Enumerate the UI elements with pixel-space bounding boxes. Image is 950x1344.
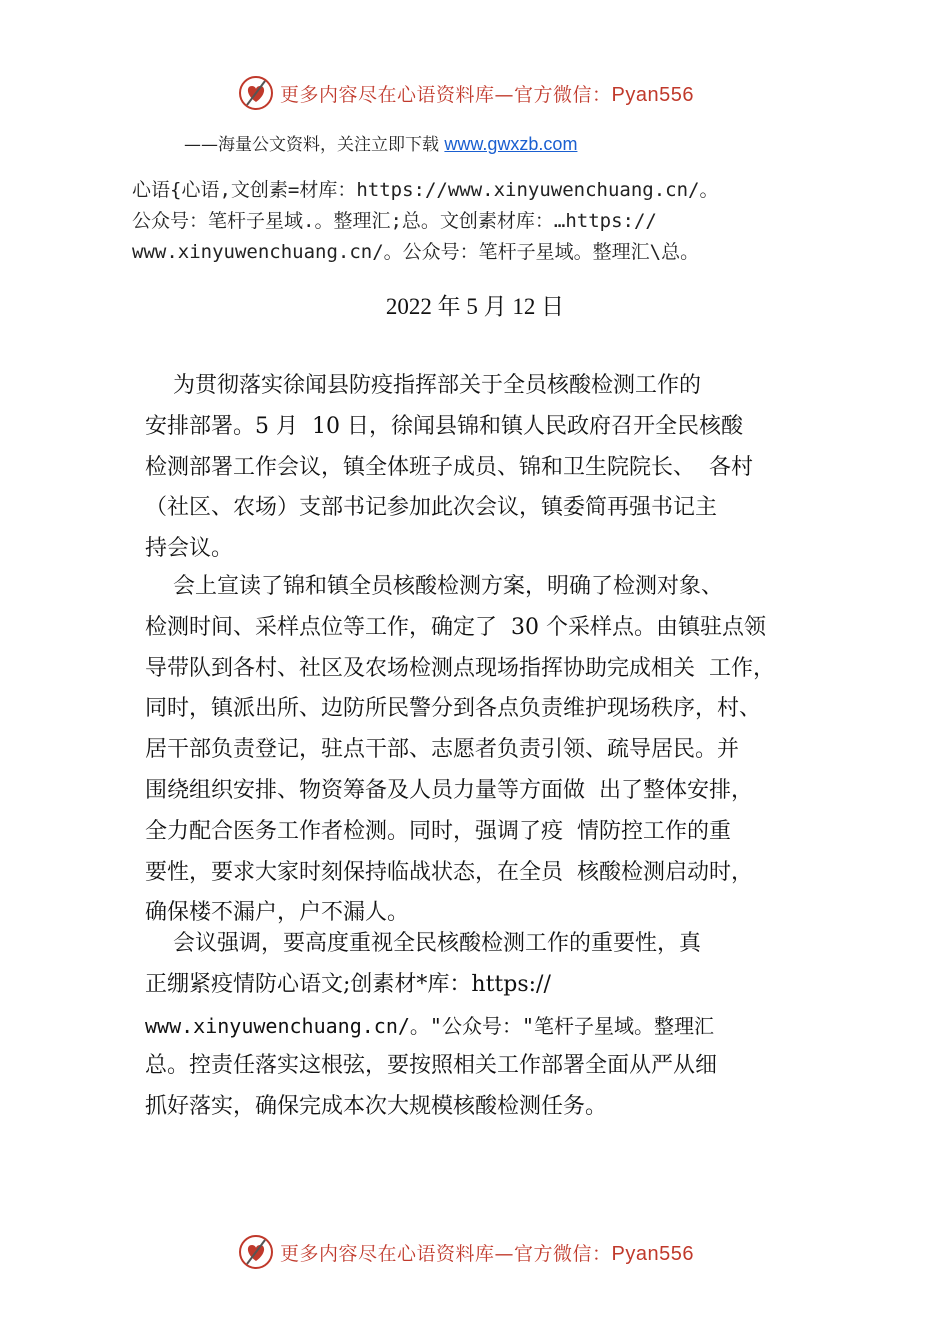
subline	[184, 130, 577, 155]
bottom-banner	[238, 1233, 694, 1271]
top-banner	[238, 74, 694, 112]
text-line: 为贯彻落实徐闻县防疫指挥部关于全员核酸检测工作的	[145, 373, 701, 398]
watermark-line: www.xinyuwenchuang.cn/。公众号：笔杆子星域。整理汇\总。	[132, 241, 700, 263]
text-line: 抓好落实，确保完成本次大规模核酸检测任务。	[145, 1094, 608, 1120]
paragraph-3	[145, 924, 845, 1128]
text-line: 围绕组织安排、物资筹备及人员力量等方面做 出了整体安排，	[145, 777, 753, 803]
text-line: 总。控责任落实这根弦，要按照相关工作部署全面从严从细	[145, 1053, 718, 1079]
text-line: 确保楼不漏户，户不漏人。	[145, 900, 410, 926]
text-line: 要性，要求大家时刻保持临战状态，在全员 核酸检测启动时，	[145, 859, 753, 885]
text-line: （社区、农场）支部书记参加此次会议，镇委简再强书记主	[145, 495, 718, 521]
text-line: 持会议。	[145, 536, 234, 562]
website-link[interactable]: www.gwxzb.com	[444, 134, 578, 154]
banner-prefix: 更多内容尽在心语资料库—官方微信：	[280, 1242, 612, 1265]
text-line: 检测时间、采样点位等工作，确定了 30 个采样点。由镇驻点领	[145, 614, 766, 640]
text-line: 会上宣读了锦和镇全员核酸检测方案，明确了检测对象、	[145, 574, 723, 599]
watermark-block	[132, 175, 832, 268]
banner-wechat: Pyan556	[611, 1242, 694, 1265]
text-line: www.xinyuwenchuang.cn/。"公众号："笔杆子星域。整理汇	[145, 1013, 714, 1038]
paragraph-1	[145, 366, 845, 570]
banner-wechat: Pyan556	[611, 83, 694, 106]
banner-prefix: 更多内容尽在心语资料库—官方微信：	[280, 83, 612, 106]
text-line: 同时，镇派出所、边防所民警分到各点负责维护现场秩序，村、	[145, 696, 762, 722]
text-line: 导带队到各村、社区及农场检测点现场指挥协助完成相关 工作，	[145, 655, 775, 681]
text-line: 全力配合医务工作者检测。同时，强调了疫 情防控工作的重	[145, 818, 731, 844]
document-date: 2022 年 5 月 12 日	[385, 294, 565, 319]
heart-pen-logo-icon	[238, 75, 274, 111]
watermark-line: 心语{心语,文创素=材库：https://www.xinyuwenchuang.cn/。	[132, 179, 719, 201]
paragraph-2	[145, 567, 845, 934]
text-line: 会议强调，要高度重视全民核酸检测工作的重要性，真	[145, 931, 701, 956]
heart-pen-logo-icon	[238, 1234, 274, 1270]
subline-text: ——海量公文资料，关注立即下载	[184, 135, 445, 155]
watermark-line: 公众号：笔杆子星域.。整理汇;总。文创素材库：…https://	[132, 210, 657, 232]
text-line: 正绷紧疫情防心语文;创素材*库：https://	[145, 971, 551, 997]
text-line: 安排部署。5 月 10 日，徐闻县锦和镇人民政府召开全民核酸	[145, 413, 743, 439]
text-line: 居干部负责登记，驻点干部、志愿者负责引领、疏导居民。并	[145, 737, 740, 763]
banner-text	[280, 1239, 694, 1266]
text-line: 检测部署工作会议，镇全体班子成员、锦和卫生院院长、 各村	[145, 454, 753, 480]
banner-text	[280, 80, 694, 107]
